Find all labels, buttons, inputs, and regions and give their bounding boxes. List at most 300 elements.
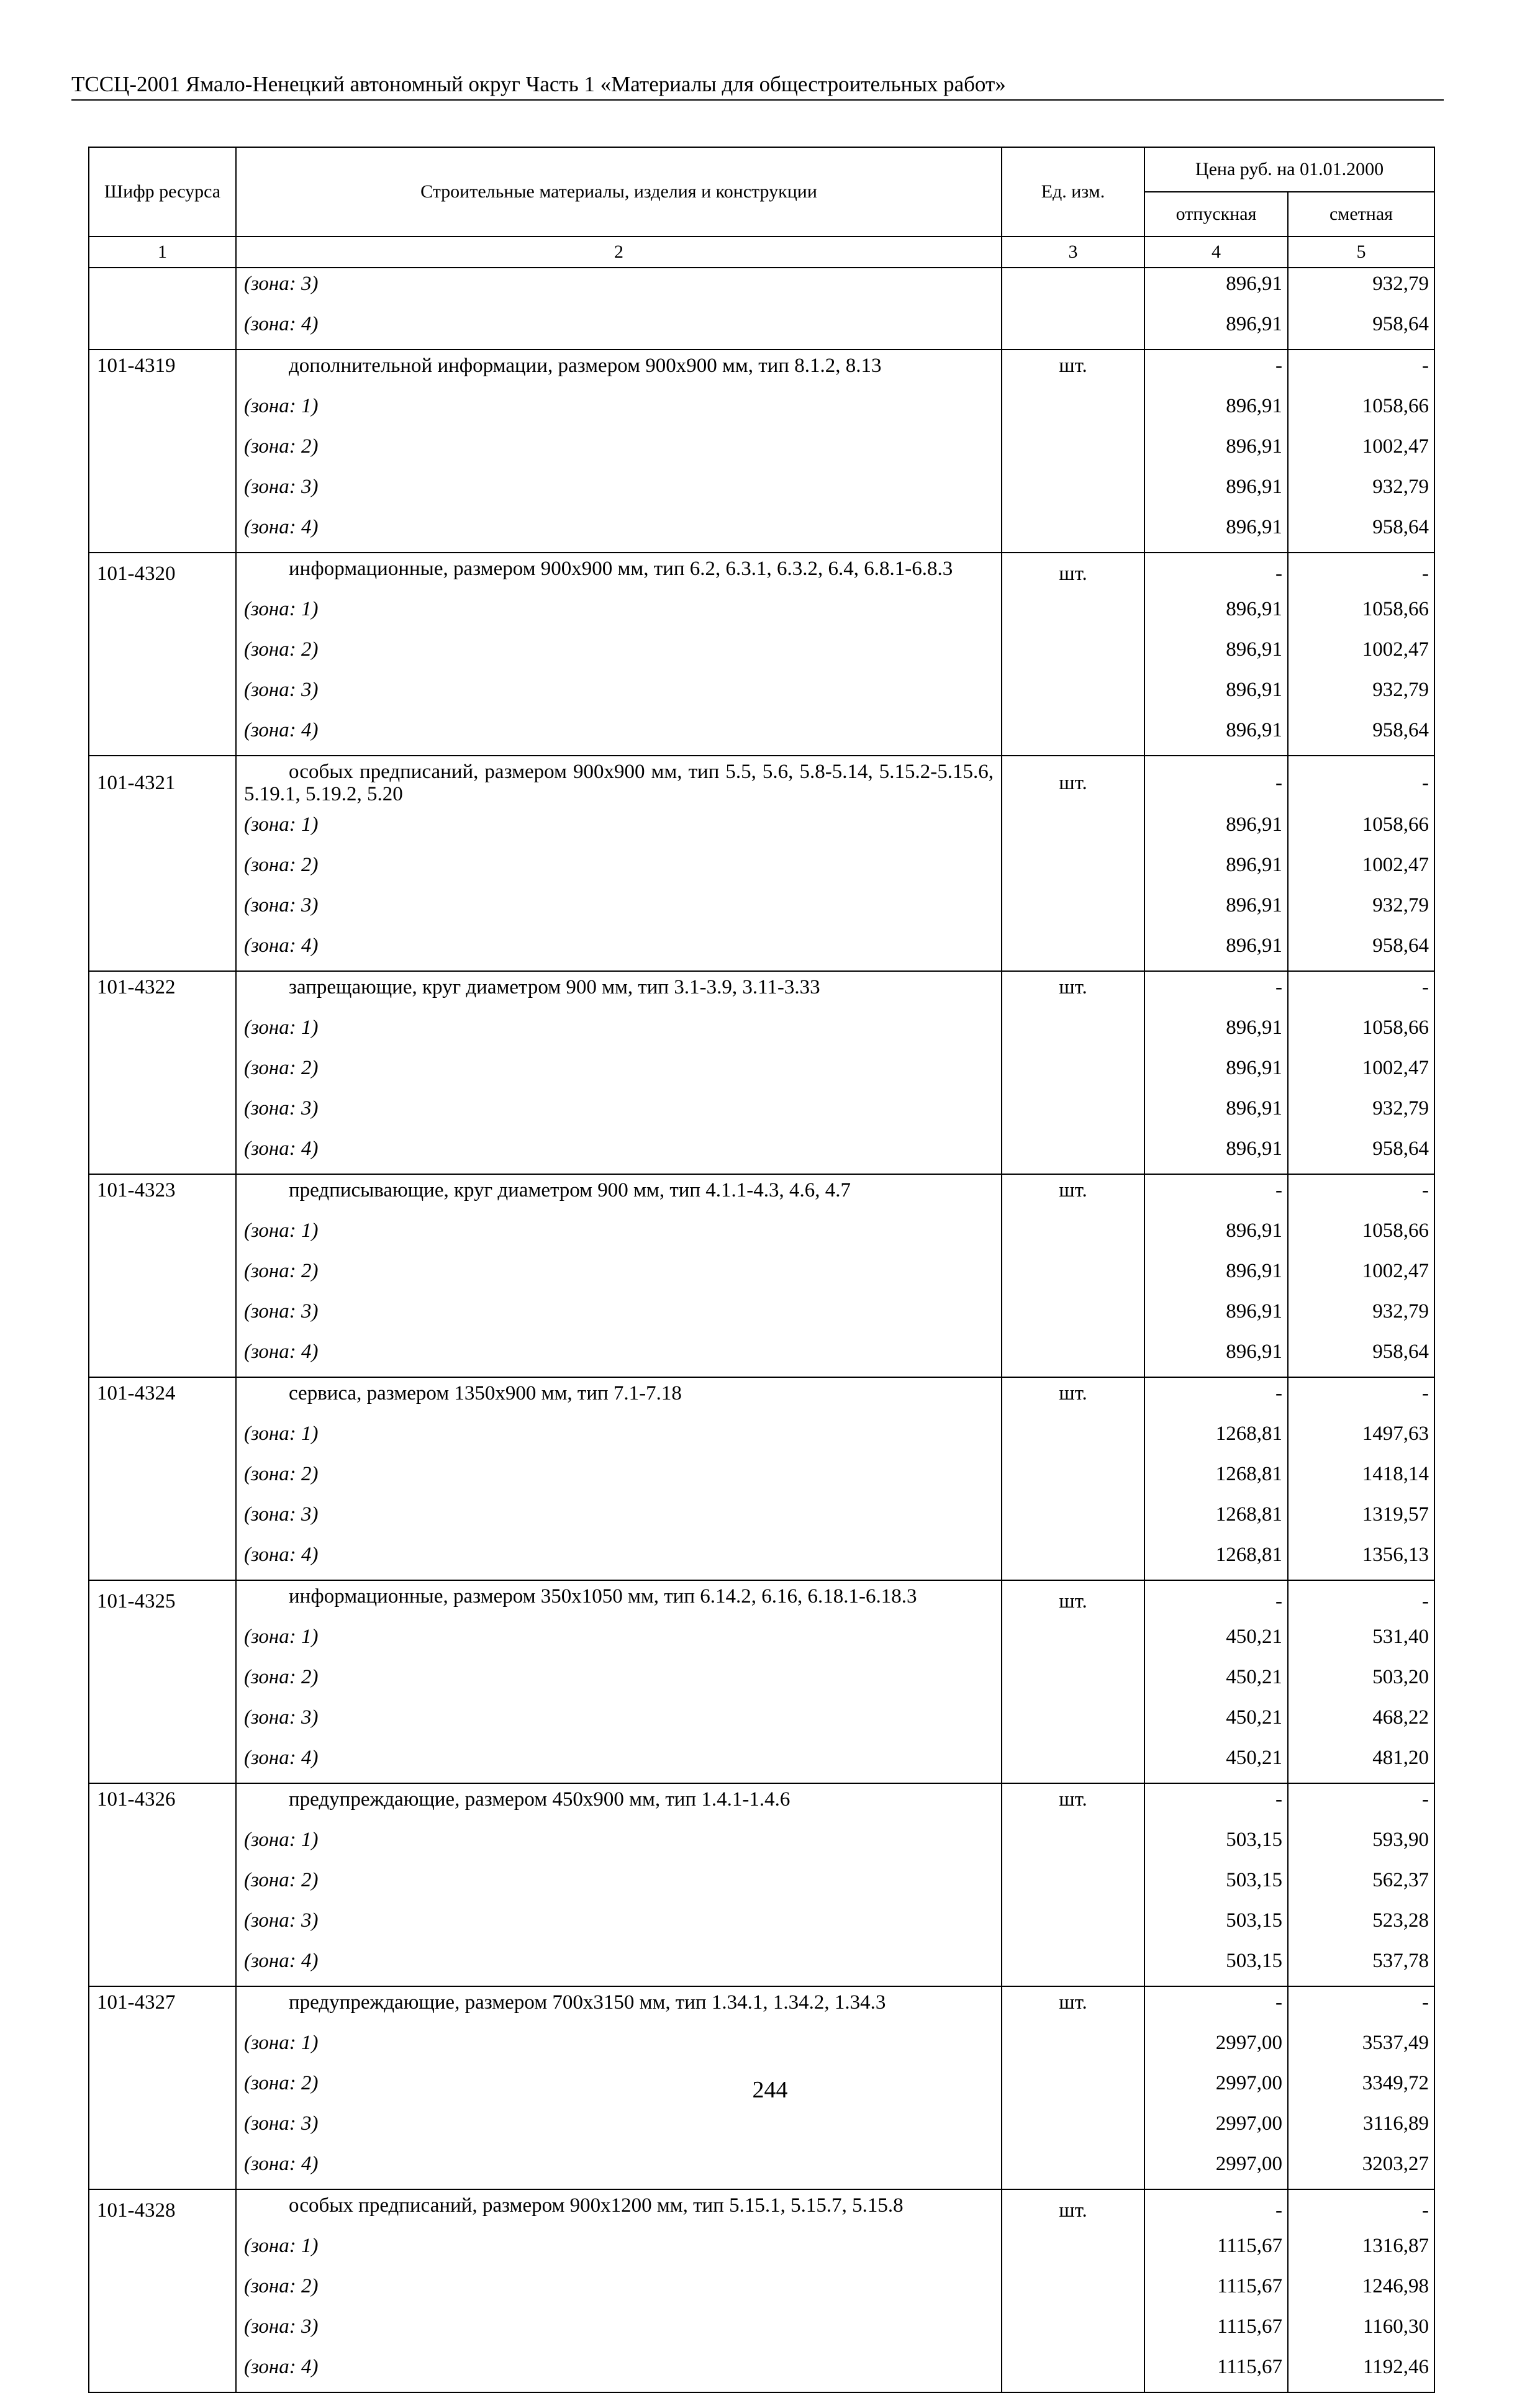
code-cell (89, 1662, 236, 1702)
estimate-price: 958,64 (1288, 715, 1434, 756)
release-price: 896,91 (1144, 890, 1288, 930)
unit-cell (1002, 1662, 1144, 1702)
zone-row (89, 1539, 1434, 1580)
zone-label: (зона: 4) (236, 715, 1002, 756)
zone-label: (зона: 2) (236, 849, 1002, 890)
col-header-release: отпускная (1144, 192, 1288, 237)
estimate-price: 1316,87 (1288, 2230, 1434, 2271)
release-price: 896,91 (1144, 849, 1288, 890)
estimate-price: - (1288, 350, 1434, 391)
release-price: 896,91 (1144, 1255, 1288, 1296)
estimate-price: 1002,47 (1288, 431, 1434, 471)
code-cell (89, 2271, 236, 2311)
code-cell (89, 594, 236, 634)
zone-row (89, 1255, 1434, 1296)
release-price: 896,91 (1144, 512, 1288, 553)
unit-cell (1002, 674, 1144, 715)
estimate-price: 1002,47 (1288, 634, 1434, 674)
estimate-price: 932,79 (1288, 674, 1434, 715)
unit-cell (1002, 1052, 1144, 1093)
unit-cell: шт. (1002, 1580, 1144, 1621)
zone-label: (зона: 3) (236, 2311, 1002, 2351)
estimate-price: 1002,47 (1288, 849, 1434, 890)
zone-label: (зона: 1) (236, 1824, 1002, 1865)
zone-label: (зона: 1) (236, 1012, 1002, 1052)
zone-label: (зона: 3) (236, 890, 1002, 930)
release-price: 1268,81 (1144, 1539, 1288, 1580)
unit-cell (1002, 1499, 1144, 1539)
release-price: - (1144, 350, 1288, 391)
zone-label: (зона: 4) (236, 2351, 1002, 2392)
material-name (236, 1783, 1002, 1824)
estimate-price: - (1288, 1986, 1434, 2027)
item-row (89, 1580, 1434, 1621)
release-price: 1115,67 (1144, 2311, 1288, 2351)
zone-row (89, 1865, 1434, 1905)
zone-label: (зона: 4) (236, 1742, 1002, 1783)
resource-code: 101-4321 (89, 756, 236, 809)
unit-cell (1002, 930, 1144, 971)
unit-cell (1002, 1905, 1144, 1945)
unit-cell (1002, 1093, 1144, 1133)
code-cell (89, 674, 236, 715)
release-price: 896,91 (1144, 809, 1288, 849)
unit-cell (1002, 1539, 1144, 1580)
code-cell (89, 849, 236, 890)
zone-row (89, 1296, 1434, 1336)
zone-row (89, 1945, 1434, 1986)
zone-label: (зона: 4) (236, 1539, 1002, 1580)
unit-cell (1002, 634, 1144, 674)
estimate-price: 1058,66 (1288, 1012, 1434, 1052)
material-name (236, 1377, 1002, 1418)
zone-label: (зона: 3) (236, 471, 1002, 512)
estimate-price: - (1288, 756, 1434, 809)
release-price: 450,21 (1144, 1621, 1288, 1662)
release-price: 896,91 (1144, 1052, 1288, 1093)
code-cell (89, 715, 236, 756)
estimate-price: 1418,14 (1288, 1459, 1434, 1499)
table-body (89, 268, 1434, 2392)
estimate-price: - (1288, 553, 1434, 594)
page-number: 244 (752, 2077, 788, 2103)
estimate-price: 932,79 (1288, 890, 1434, 930)
running-header: ТССЦ-2001 Ямало-Ненецкий автономный округ Часть 1 «Материалы для общестроительных работ» (71, 71, 1444, 101)
zone-label: (зона: 1) (236, 391, 1002, 431)
code-cell (89, 1865, 236, 1905)
estimate-price: 1002,47 (1288, 1052, 1434, 1093)
release-price: 450,21 (1144, 1662, 1288, 1702)
unit-cell (1002, 1945, 1144, 1986)
material-name-text: запрещающие, круг диаметром 900 мм, тип 3.1-3.9, 3.11-3.33 (289, 976, 820, 998)
material-name (236, 1986, 1002, 2027)
release-price: 896,91 (1144, 930, 1288, 971)
release-price: 503,15 (1144, 1945, 1288, 1986)
zone-label: (зона: 3) (236, 268, 1002, 309)
unit-cell (1002, 594, 1144, 634)
code-cell (89, 2351, 236, 2392)
release-price: 896,91 (1144, 431, 1288, 471)
zone-label: (зона: 3) (236, 1905, 1002, 1945)
zone-label: (зона: 1) (236, 1621, 1002, 1662)
code-cell (89, 1418, 236, 1459)
code-cell (89, 1824, 236, 1865)
unit-cell (1002, 512, 1144, 553)
zone-label: (зона: 3) (236, 1702, 1002, 1742)
release-price: 1115,67 (1144, 2351, 1288, 2392)
estimate-price: - (1288, 1174, 1434, 1215)
code-cell (89, 1499, 236, 1539)
zone-row (89, 2351, 1434, 2392)
release-price: 2997,00 (1144, 2108, 1288, 2148)
estimate-price: 3537,49 (1288, 2027, 1434, 2068)
unit-cell: шт. (1002, 2189, 1144, 2230)
release-price: 1268,81 (1144, 1459, 1288, 1499)
release-price: 2997,00 (1144, 2068, 1288, 2108)
unit-cell (1002, 1296, 1144, 1336)
estimate-price: 932,79 (1288, 1093, 1434, 1133)
release-price: 1115,67 (1144, 2271, 1288, 2311)
material-name-text: информационные, размером 350х1050 мм, тип 6.14.2, 6.16, 6.18.1-6.18.3 (289, 1585, 917, 1608)
material-name-text: предупреждающие, размером 450х900 мм, тип 1.4.1-1.4.6 (289, 1788, 790, 1811)
estimate-price: 1160,30 (1288, 2311, 1434, 2351)
item-row (89, 971, 1434, 1012)
unit-cell: шт. (1002, 1174, 1144, 1215)
material-name-text: информационные, размером 900х900 мм, тип 6.2, 6.3.1, 6.3.2, 6.4, 6.8.1-6.8.3 (289, 558, 953, 580)
code-cell (89, 890, 236, 930)
release-price: 896,91 (1144, 715, 1288, 756)
item-row (89, 553, 1434, 594)
unit-cell (1002, 1824, 1144, 1865)
code-cell (89, 1621, 236, 1662)
release-price: - (1144, 1986, 1288, 2027)
unit-cell (1002, 809, 1144, 849)
code-cell (89, 391, 236, 431)
zone-row (89, 1215, 1434, 1255)
zone-row (89, 391, 1434, 431)
estimate-price: 3203,27 (1288, 2148, 1434, 2189)
resource-code: 101-4326 (89, 1783, 236, 1824)
unit-cell: шт. (1002, 1783, 1144, 1824)
release-price: 896,91 (1144, 471, 1288, 512)
estimate-price: 3116,89 (1288, 2108, 1434, 2148)
zone-row (89, 2108, 1434, 2148)
unit-cell: шт. (1002, 756, 1144, 809)
code-cell (89, 1459, 236, 1499)
estimate-price: 958,64 (1288, 930, 1434, 971)
zone-row (89, 1662, 1434, 1702)
zone-label: (зона: 2) (236, 1865, 1002, 1905)
resource-code: 101-4325 (89, 1580, 236, 1621)
zone-row (89, 715, 1434, 756)
estimate-price: 1319,57 (1288, 1499, 1434, 1539)
estimate-price: 958,64 (1288, 1336, 1434, 1377)
resource-code: 101-4328 (89, 2189, 236, 2230)
zone-row (89, 1905, 1434, 1945)
unit-cell: шт. (1002, 350, 1144, 391)
zone-label: (зона: 3) (236, 1093, 1002, 1133)
release-price: 1268,81 (1144, 1499, 1288, 1539)
release-price: 1268,81 (1144, 1418, 1288, 1459)
zone-label: (зона: 1) (236, 2230, 1002, 2271)
zone-label: (зона: 2) (236, 2271, 1002, 2311)
col-header-unit: Ед. изм. (1002, 147, 1144, 237)
estimate-price: 481,20 (1288, 1742, 1434, 1783)
material-name (236, 971, 1002, 1012)
code-cell (89, 2027, 236, 2068)
item-row (89, 1986, 1434, 2027)
unit-cell (1002, 2108, 1144, 2148)
release-price: 2997,00 (1144, 2027, 1288, 2068)
release-price: 896,91 (1144, 1296, 1288, 1336)
code-cell (89, 2148, 236, 2189)
code-cell (89, 2311, 236, 2351)
resource-code: 101-4320 (89, 553, 236, 594)
table-header (89, 147, 1434, 268)
unit-cell (1002, 2027, 1144, 2068)
estimate-price: 593,90 (1288, 1824, 1434, 1865)
col-number-5: 5 (1288, 237, 1434, 268)
zone-label: (зона: 3) (236, 1296, 1002, 1336)
resource-code: 101-4324 (89, 1377, 236, 1418)
unit-cell (1002, 1742, 1144, 1783)
resource-code: 101-4323 (89, 1174, 236, 1215)
code-cell (89, 1215, 236, 1255)
material-name (236, 553, 1002, 594)
estimate-price: 1246,98 (1288, 2271, 1434, 2311)
zone-label: (зона: 3) (236, 2108, 1002, 2148)
release-price: 896,91 (1144, 1336, 1288, 1377)
zone-row (89, 2311, 1434, 2351)
material-name-text: предписывающие, круг диаметром 900 мм, тип 4.1.1-4.3, 4.6, 4.7 (289, 1179, 851, 1201)
zone-label: (зона: 4) (236, 1133, 1002, 1174)
col-header-code: Шифр ресурса (89, 147, 236, 237)
release-price: 2997,00 (1144, 2148, 1288, 2189)
zone-row (89, 1336, 1434, 1377)
release-price: - (1144, 1174, 1288, 1215)
zone-row (89, 1133, 1434, 1174)
zone-row (89, 849, 1434, 890)
zone-label: (зона: 4) (236, 1945, 1002, 1986)
code-cell (89, 1945, 236, 1986)
zone-label: (зона: 2) (236, 1255, 1002, 1296)
zone-row (89, 809, 1434, 849)
zone-label: (зона: 4) (236, 512, 1002, 553)
estimate-price: 932,79 (1288, 1296, 1434, 1336)
code-cell (89, 1093, 236, 1133)
material-name (236, 350, 1002, 391)
zone-row (89, 431, 1434, 471)
release-price: - (1144, 1580, 1288, 1621)
zone-row (89, 1012, 1434, 1052)
code-cell (89, 930, 236, 971)
zone-row (89, 1093, 1434, 1133)
estimate-price: - (1288, 1377, 1434, 1418)
resource-code: 101-4327 (89, 1986, 236, 2027)
estimate-price: 562,37 (1288, 1865, 1434, 1905)
item-row (89, 1783, 1434, 1824)
material-name-text: сервиса, размером 1350х900 мм, тип 7.1-7.18 (289, 1382, 682, 1405)
zone-row (89, 2230, 1434, 2271)
unit-cell (1002, 1702, 1144, 1742)
release-price: 896,91 (1144, 1093, 1288, 1133)
col-number-2: 2 (236, 237, 1002, 268)
zone-row (89, 634, 1434, 674)
zone-label: (зона: 1) (236, 809, 1002, 849)
release-price: 503,15 (1144, 1905, 1288, 1945)
release-price: 896,91 (1144, 594, 1288, 634)
estimate-price: 958,64 (1288, 309, 1434, 350)
estimate-price: 1356,13 (1288, 1539, 1434, 1580)
material-name-text: особых предписаний, размером 900х1200 мм, тип 5.15.1, 5.15.7, 5.15.8 (289, 2194, 904, 2217)
estimate-price: 537,78 (1288, 1945, 1434, 1986)
zone-label: (зона: 4) (236, 309, 1002, 350)
zone-row (89, 1459, 1434, 1499)
estimate-price: - (1288, 2189, 1434, 2230)
code-cell (89, 1336, 236, 1377)
code-cell (89, 1133, 236, 1174)
zone-label: (зона: 2) (236, 431, 1002, 471)
zone-label: (зона: 2) (236, 1459, 1002, 1499)
release-price: - (1144, 1783, 1288, 1824)
zone-label: (зона: 3) (236, 674, 1002, 715)
item-row (89, 1174, 1434, 1215)
estimate-price: 1058,66 (1288, 809, 1434, 849)
code-cell (89, 471, 236, 512)
estimate-price: 523,28 (1288, 1905, 1434, 1945)
code-cell (89, 512, 236, 553)
unit-cell (1002, 431, 1144, 471)
estimate-price: 1192,46 (1288, 2351, 1434, 2392)
release-price: 503,15 (1144, 1824, 1288, 1865)
release-price: 896,91 (1144, 1012, 1288, 1052)
code-cell (89, 309, 236, 350)
col-header-estimate: сметная (1288, 192, 1434, 237)
unit-cell (1002, 1621, 1144, 1662)
release-price: 503,15 (1144, 1865, 1288, 1905)
estimate-price: 932,79 (1288, 268, 1434, 309)
zone-row (89, 1499, 1434, 1539)
col-header-price-group: Цена руб. на 01.01.2000 (1144, 147, 1434, 192)
code-cell (89, 1255, 236, 1296)
zone-label: (зона: 1) (236, 2027, 1002, 2068)
release-price: - (1144, 756, 1288, 809)
unit-cell (1002, 1865, 1144, 1905)
zone-row (89, 2027, 1434, 2068)
release-price: 896,91 (1144, 634, 1288, 674)
unit-cell (1002, 2148, 1144, 2189)
zone-label: (зона: 1) (236, 1215, 1002, 1255)
unit-cell: шт. (1002, 971, 1144, 1012)
zone-row (89, 1742, 1434, 1783)
material-name-text: дополнительной информации, размером 900х900 мм, тип 8.1.2, 8.13 (289, 355, 882, 377)
col-number-3: 3 (1002, 237, 1144, 268)
estimate-price: - (1288, 1783, 1434, 1824)
code-cell (89, 634, 236, 674)
estimate-price: 1058,66 (1288, 1215, 1434, 1255)
price-table (88, 147, 1435, 2393)
release-price: 896,91 (1144, 674, 1288, 715)
zone-row (89, 1621, 1434, 1662)
zone-label: (зона: 2) (236, 1662, 1002, 1702)
code-cell (89, 2108, 236, 2148)
zone-row (89, 1824, 1434, 1865)
col-number-1: 1 (89, 237, 236, 268)
release-price: - (1144, 971, 1288, 1012)
code-cell (89, 1296, 236, 1336)
item-row (89, 2189, 1434, 2230)
zone-label: (зона: 2) (236, 2068, 1002, 2108)
item-row (89, 756, 1434, 809)
code-cell (89, 1539, 236, 1580)
code-cell (89, 1012, 236, 1052)
material-name (236, 2189, 1002, 2230)
release-price: 896,91 (1144, 391, 1288, 431)
estimate-price: 958,64 (1288, 1133, 1434, 1174)
zone-row (89, 594, 1434, 634)
unit-cell (1002, 2311, 1144, 2351)
estimate-price: 1002,47 (1288, 1255, 1434, 1296)
release-price: 1115,67 (1144, 2230, 1288, 2271)
zone-label: (зона: 4) (236, 930, 1002, 971)
material-name-text: особых предписаний, размером 900х900 мм, тип 5.5, 5.6, 5.8-5.14, 5.15.2-5.15.6, 5.19.1, 5.19.2, 5.20 (244, 761, 994, 805)
estimate-price: 531,40 (1288, 1621, 1434, 1662)
release-price: 450,21 (1144, 1702, 1288, 1742)
zone-label: (зона: 1) (236, 1418, 1002, 1459)
unit-cell: шт. (1002, 553, 1144, 594)
unit-cell (1002, 471, 1144, 512)
code-cell (89, 1742, 236, 1783)
release-price: 896,91 (1144, 1215, 1288, 1255)
code-cell (89, 1702, 236, 1742)
release-price: 896,91 (1144, 1133, 1288, 1174)
item-row (89, 350, 1434, 391)
unit-cell (1002, 1418, 1144, 1459)
estimate-price: 958,64 (1288, 512, 1434, 553)
unit-cell: шт. (1002, 1377, 1144, 1418)
unit-cell (1002, 2230, 1144, 2271)
unit-cell (1002, 1215, 1144, 1255)
material-name (236, 756, 1002, 809)
item-row (89, 1377, 1434, 1418)
zone-label: (зона: 2) (236, 634, 1002, 674)
zone-row (89, 268, 1434, 309)
release-price: 896,91 (1144, 268, 1288, 309)
zone-row (89, 1418, 1434, 1459)
code-cell (89, 1052, 236, 1093)
material-name (236, 1174, 1002, 1215)
unit-cell (1002, 391, 1144, 431)
unit-cell (1002, 890, 1144, 930)
unit-cell (1002, 1255, 1144, 1296)
code-cell (89, 1905, 236, 1945)
estimate-price: - (1288, 1580, 1434, 1621)
resource-code: 101-4322 (89, 971, 236, 1012)
zone-row (89, 674, 1434, 715)
zone-label: (зона: 4) (236, 1336, 1002, 1377)
zone-row (89, 930, 1434, 971)
zone-row (89, 2271, 1434, 2311)
zone-label: (зона: 1) (236, 594, 1002, 634)
unit-cell (1002, 2351, 1144, 2392)
unit-cell (1002, 2271, 1144, 2311)
code-cell (89, 431, 236, 471)
unit-cell (1002, 1459, 1144, 1499)
estimate-price: 1058,66 (1288, 594, 1434, 634)
estimate-price: 932,79 (1288, 471, 1434, 512)
zone-label: (зона: 3) (236, 1499, 1002, 1539)
unit-cell (1002, 309, 1144, 350)
